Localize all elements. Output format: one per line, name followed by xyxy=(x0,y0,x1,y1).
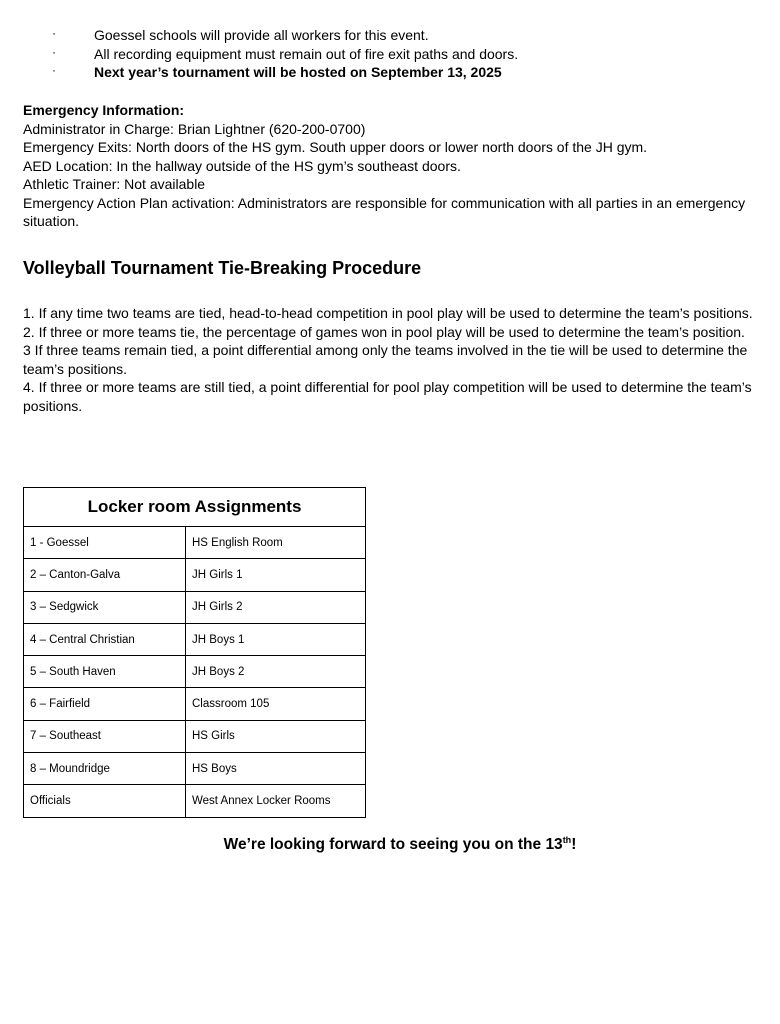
locker-room-table xyxy=(23,487,366,818)
emergency-action-plan: Emergency Action Plan activation: Administrators are responsible for communication with all parties in an emergency situation. xyxy=(23,194,746,229)
bullet-item xyxy=(22,45,762,64)
bullet-text: Goessel schools will provide all workers for this event. xyxy=(94,27,429,43)
team-cell: 1 - Goessel xyxy=(24,527,186,559)
locker-table-title: Locker room Assignments xyxy=(24,488,366,527)
table-row xyxy=(24,688,366,720)
closing-exclamation: ! xyxy=(571,836,577,854)
room-cell: HS Girls xyxy=(186,720,366,752)
tiebreak-heading: Volleyball Tournament Tie-Breaking Procedure xyxy=(23,258,422,278)
emergency-aed-location: AED Location: In the hallway outside of the HS gym’s southeast doors. xyxy=(23,157,461,174)
room-cell: JH Boys 2 xyxy=(186,656,366,688)
emergency-athletic-trainer: Athletic Trainer: Not available xyxy=(23,176,206,192)
tiebreak-step: 4. If three or more teams are still tied, a point differential for pool play competition will be used to determine the team’s positions. xyxy=(23,379,752,414)
table-row xyxy=(24,527,366,559)
team-cell: 4 – Central Christian xyxy=(24,623,186,655)
team-cell: 2 – Canton-Galva xyxy=(24,559,186,591)
emergency-administrator: Administrator in Charge: Brian Lightner (620-200-0700) xyxy=(23,120,366,137)
tiebreak-procedure xyxy=(23,304,758,415)
emergency-heading: Emergency Information: xyxy=(23,102,185,118)
tiebreak-step: 3 If three teams remain tied, a point differential among only the teams involved in the tie will be used to determine the team’s positions. xyxy=(23,342,748,377)
emergency-exits: Emergency Exits: North doors of the HS gym. South upper doors or lower north doors of the JH gym. xyxy=(23,139,648,155)
room-cell: West Annex Locker Rooms xyxy=(186,785,366,817)
tiebreak-step: 1. If any time two teams are tied, head-to-head competition in pool play will be used to determine the team’s positions. xyxy=(23,305,753,321)
bullet-marker: · xyxy=(52,63,56,77)
table-row xyxy=(24,559,366,591)
bullet-item xyxy=(22,26,762,45)
table-row xyxy=(24,785,366,817)
room-cell: HS Boys xyxy=(186,753,366,785)
closing-message xyxy=(0,835,780,854)
table-row xyxy=(24,656,366,688)
team-cell: Officials xyxy=(24,785,186,817)
team-cell: 7 – Southeast xyxy=(24,720,186,752)
tiebreak-step: 2. If three or more teams tie, the percentage of games won in pool play will be used to determine the team’s position. xyxy=(23,323,745,340)
table-row xyxy=(24,623,366,655)
team-cell: 6 – Fairfield xyxy=(24,688,186,720)
room-cell: JH Girls 1 xyxy=(186,559,366,591)
bullet-marker: · xyxy=(52,26,56,40)
closing-ordinal-suffix: th xyxy=(562,835,572,845)
table-row xyxy=(24,753,366,785)
table-row xyxy=(24,720,366,752)
room-cell: Classroom 105 xyxy=(186,688,366,720)
table-row xyxy=(24,591,366,623)
room-cell: JH Girls 2 xyxy=(186,591,366,623)
table-header-row xyxy=(24,488,366,527)
team-cell: 5 – South Haven xyxy=(24,656,186,688)
team-cell: 8 – Moundridge xyxy=(24,753,186,785)
room-cell: JH Boys 1 xyxy=(186,623,366,655)
closing-text: We’re looking forward to seeing you on the 13 xyxy=(223,836,563,854)
bullet-text: All recording equipment must remain out of fire exit paths and doors. xyxy=(94,45,519,62)
bullet-marker: · xyxy=(52,44,56,59)
bullet-text-next-year: Next year’s tournament will be hosted on September 13, 2025 xyxy=(94,64,502,80)
bullet-item xyxy=(22,63,762,82)
emergency-information xyxy=(23,101,758,231)
room-cell: HS English Room xyxy=(186,527,366,559)
team-cell: 3 – Sedgwick xyxy=(24,591,186,623)
info-bullet-list xyxy=(22,26,762,82)
